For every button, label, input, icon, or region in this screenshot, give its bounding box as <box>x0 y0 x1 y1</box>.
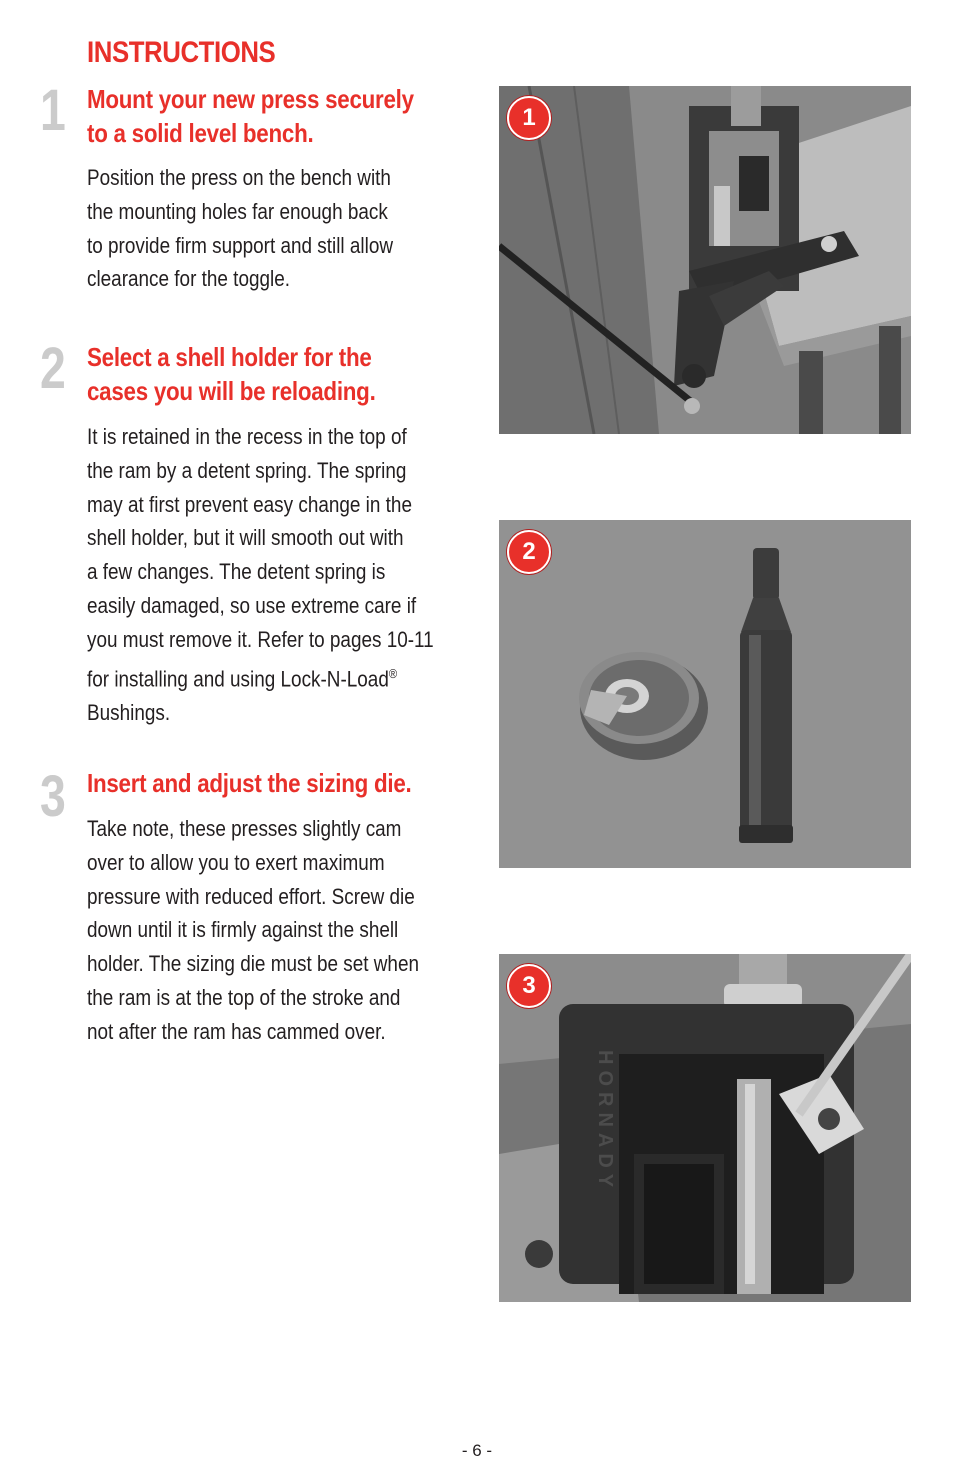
photo-badge-3: 3 <box>507 964 551 1008</box>
page-number: - 6 - <box>461 1441 493 1460</box>
step-2-line: you must remove it. Refer to pages 10-11 <box>87 626 434 652</box>
step-3-line: pressure with reduced effort. Screw die <box>87 883 415 909</box>
step-3-line: over to allow you to exert maximum <box>87 849 385 875</box>
step-1-heading-line-2: to a solid level bench. <box>87 118 314 148</box>
step-2-line: shell holder, but it will smooth out with <box>87 525 404 551</box>
step-1-body <box>87 161 477 296</box>
step-3-line: holder. The sizing die must be set when <box>87 951 420 977</box>
step-number-3: 3 <box>40 764 66 829</box>
step-1-heading <box>87 82 457 150</box>
step-3-body <box>87 812 477 1049</box>
step-1-line: clearance for the toggle. <box>87 266 291 292</box>
step-2-line: easily damaged, so use extreme care if <box>87 592 417 618</box>
sizing-die-illustration <box>499 954 911 1302</box>
photo-shell-holder <box>499 520 911 868</box>
photo-sizing-die <box>499 954 911 1302</box>
step-1-line: Position the press on the bench with <box>87 165 391 190</box>
step-2-heading-line-1: Select a shell holder for the <box>87 342 372 372</box>
step-number-1: 1 <box>40 78 66 143</box>
photo-badge-1: 1 <box>507 96 551 140</box>
step-2-body <box>87 420 477 730</box>
step-3-line: Take note, these presses slightly cam <box>87 816 402 841</box>
page-title: INSTRUCTIONS <box>87 36 276 69</box>
step-2-line: a few changes. The detent spring is <box>87 559 386 585</box>
step-2-line: It is retained in the recess in the top of <box>87 424 407 449</box>
photo-badge-2: 2 <box>507 530 551 574</box>
shell-holder-illustration <box>499 520 911 868</box>
step-3-line: the ram is at the top of the stroke and <box>87 984 401 1010</box>
step-1-line: the mounting holes far enough back <box>87 198 388 224</box>
photo-press-mounted <box>499 86 911 434</box>
step-1-line: to provide firm support and still allow <box>87 232 394 258</box>
step-2-line: may at first prevent easy change in the <box>87 491 412 517</box>
step-2-heading <box>87 340 457 408</box>
step-2-line: the ram by a detent spring. The spring <box>87 457 407 483</box>
step-3-heading <box>87 766 457 800</box>
step-3-line: down until it is firmly against the shell <box>87 917 399 943</box>
step-2-line: for installing and using Lock-N-Load <box>87 665 389 691</box>
step-3-heading-line-1: Insert and adjust the sizing die. <box>87 768 412 798</box>
step-3-line: not after the ram has cammed over. <box>87 1018 386 1044</box>
registered-mark: ® <box>388 665 398 681</box>
step-1-heading-line-1: Mount your new press securely <box>87 84 414 114</box>
step-number-2: 2 <box>40 336 66 401</box>
hornady-embossed-text: HORNADY <box>594 1050 616 1194</box>
step-2-heading-line-2: cases you will be reloading. <box>87 376 376 406</box>
press-mounted-illustration <box>499 86 911 434</box>
step-2-line: Bushings. <box>87 699 171 725</box>
